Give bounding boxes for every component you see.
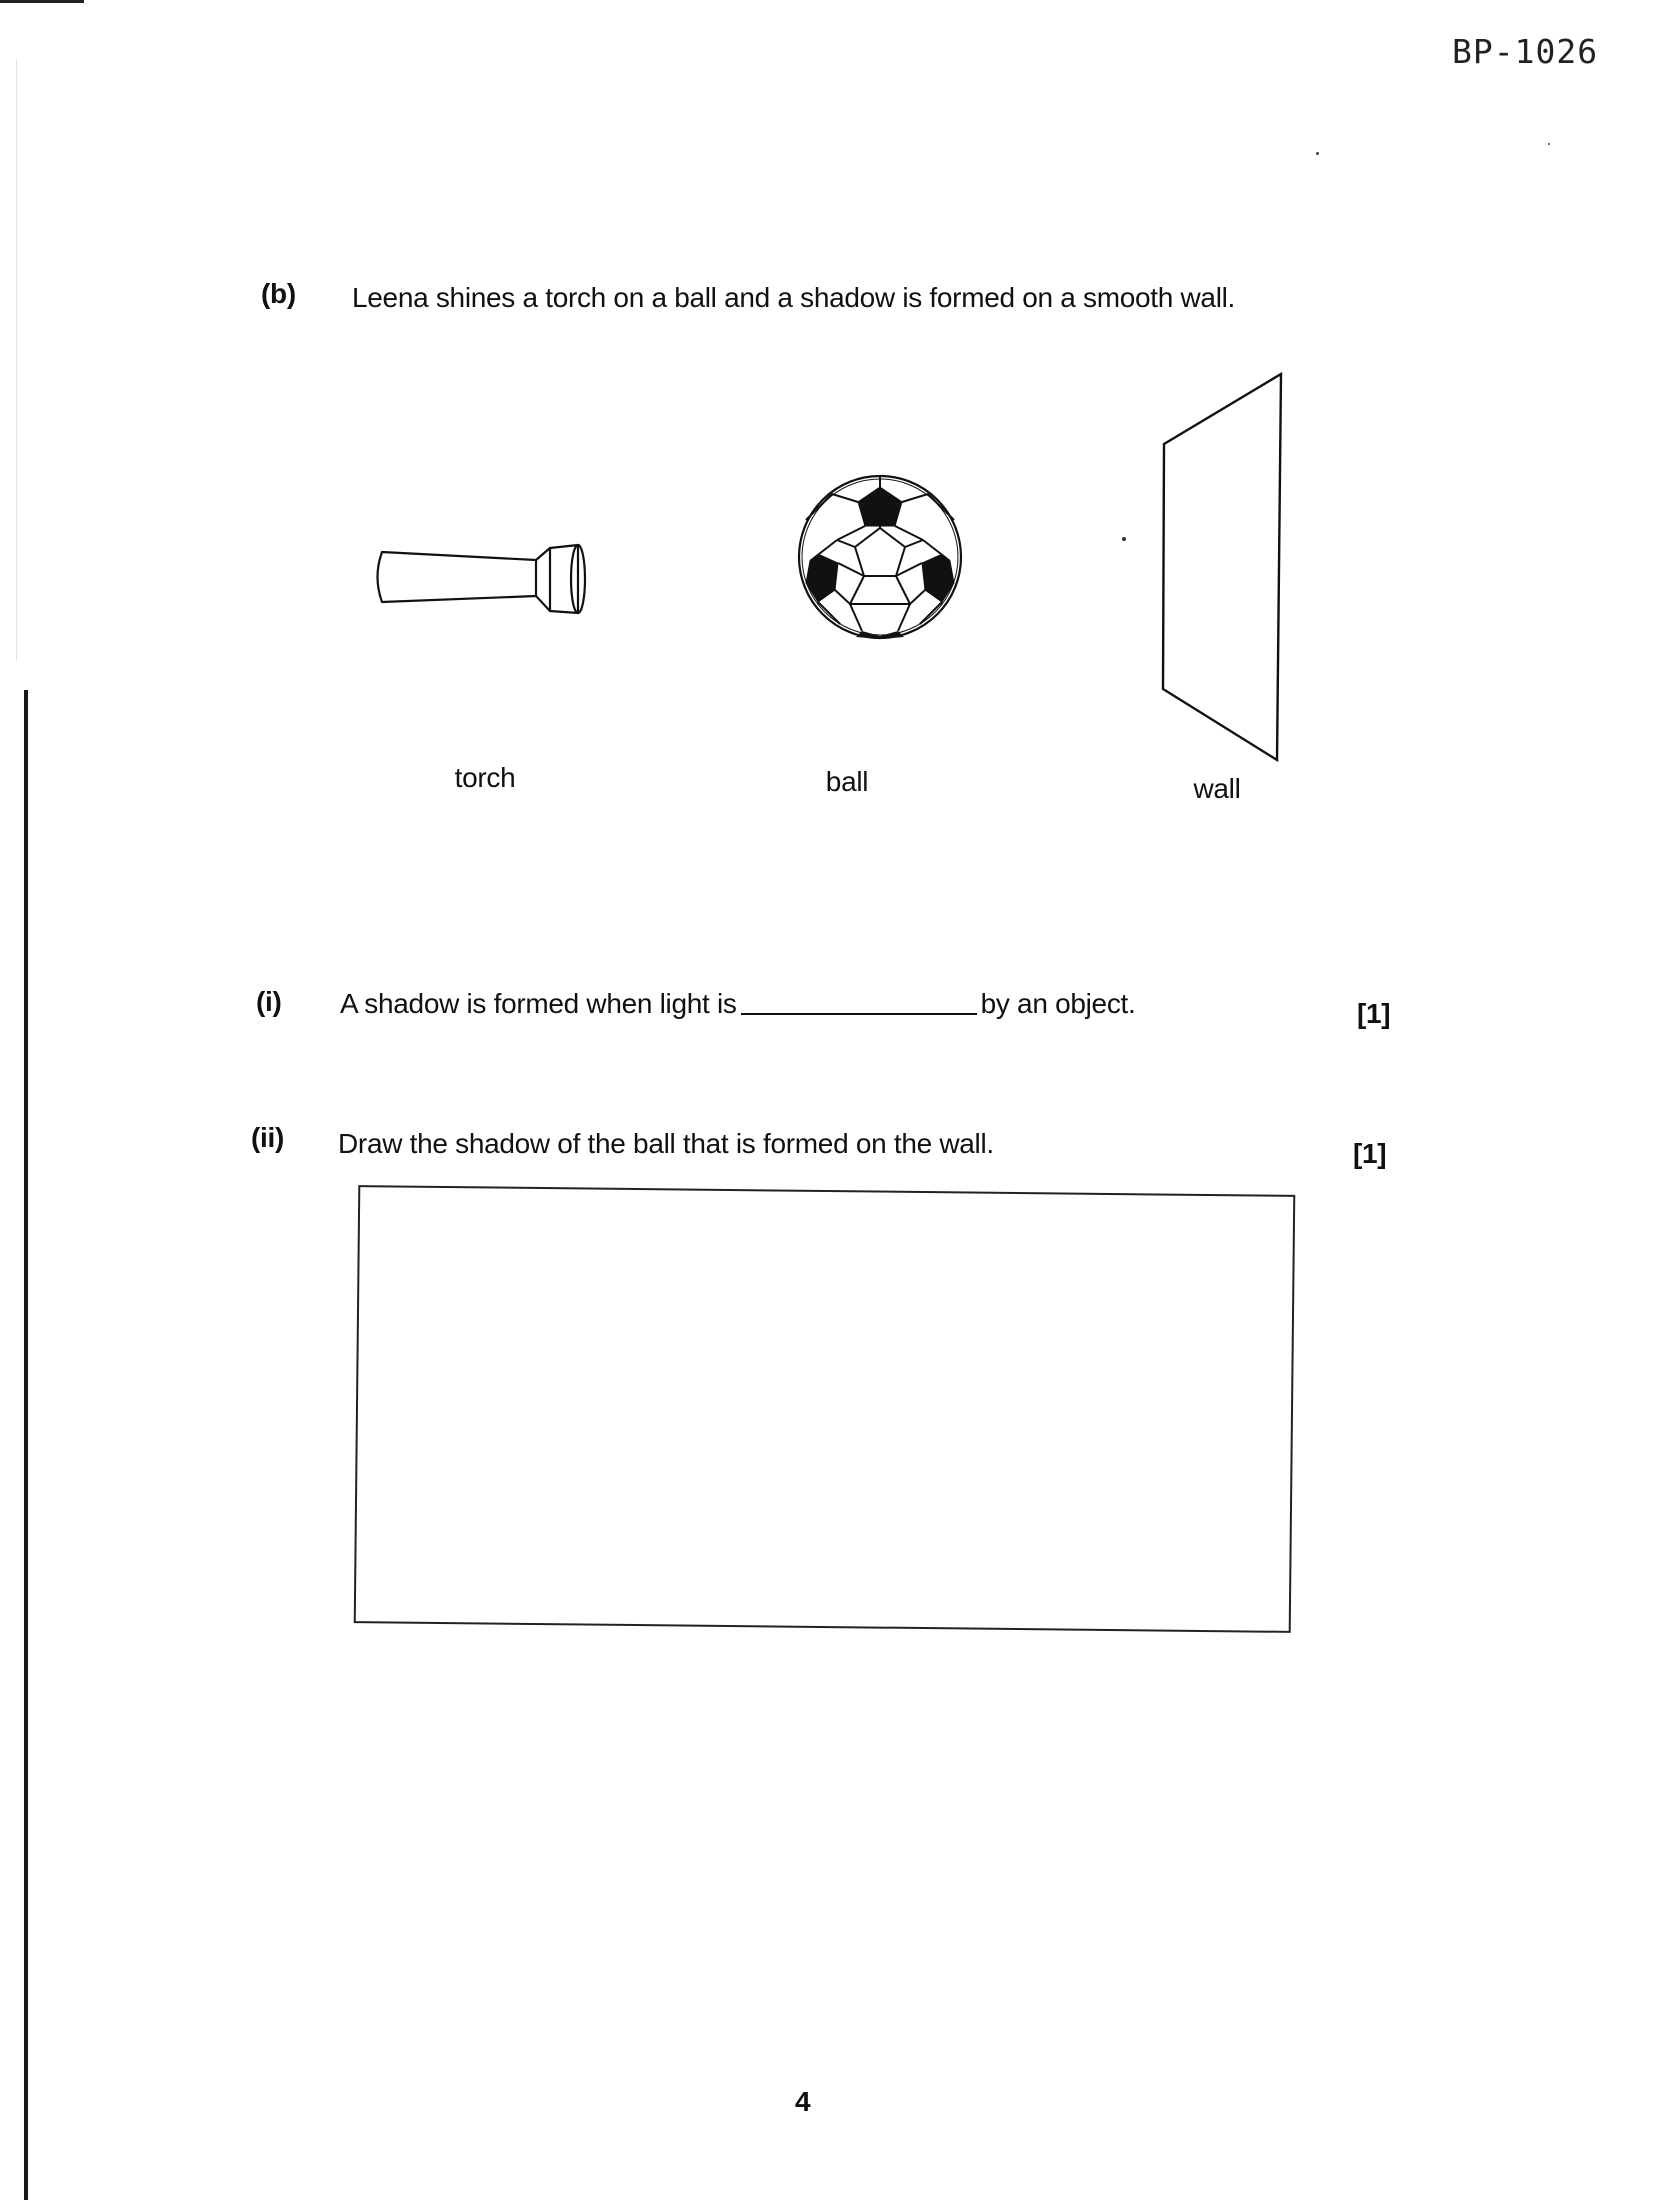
- wall-label: wall: [1193, 773, 1241, 804]
- subquestion-i-text-after: by an object.: [980, 988, 1136, 1019]
- ball-label: ball: [825, 766, 869, 797]
- subquestion-ii-text: Draw the shadow of the ball that is formed on the wall.: [338, 1128, 994, 1159]
- drawing-answer-box[interactable]: [354, 1185, 1296, 1633]
- subquestion-ii-label: (ii): [251, 1122, 285, 1153]
- part-label: (b): [261, 278, 296, 309]
- wall-illustration: [1163, 374, 1281, 760]
- scan-speck: [1122, 537, 1126, 541]
- subquestion-i-text-before: A shadow is formed when light is: [340, 988, 737, 1019]
- page-number: 4: [795, 2086, 811, 2117]
- torch-illustration: [378, 545, 586, 613]
- question-stem: Leena shines a torch on a ball and a shadow is formed on a smooth wall.: [352, 282, 1236, 313]
- subquestion-i-marks: [1]: [1357, 998, 1391, 1029]
- subquestion-i-text: [340, 988, 1135, 1020]
- ball-illustration: [799, 476, 961, 639]
- torch-ball-wall-figure: [0, 0, 1654, 900]
- scan-edge-left: [24, 690, 28, 2200]
- torch-label: torch: [454, 762, 516, 793]
- subquestion-i-label: (i): [256, 986, 282, 1017]
- subquestion-ii-marks: [1]: [1353, 1138, 1387, 1169]
- document-code: BP-1026: [1452, 32, 1599, 71]
- answer-blank[interactable]: [741, 1013, 977, 1015]
